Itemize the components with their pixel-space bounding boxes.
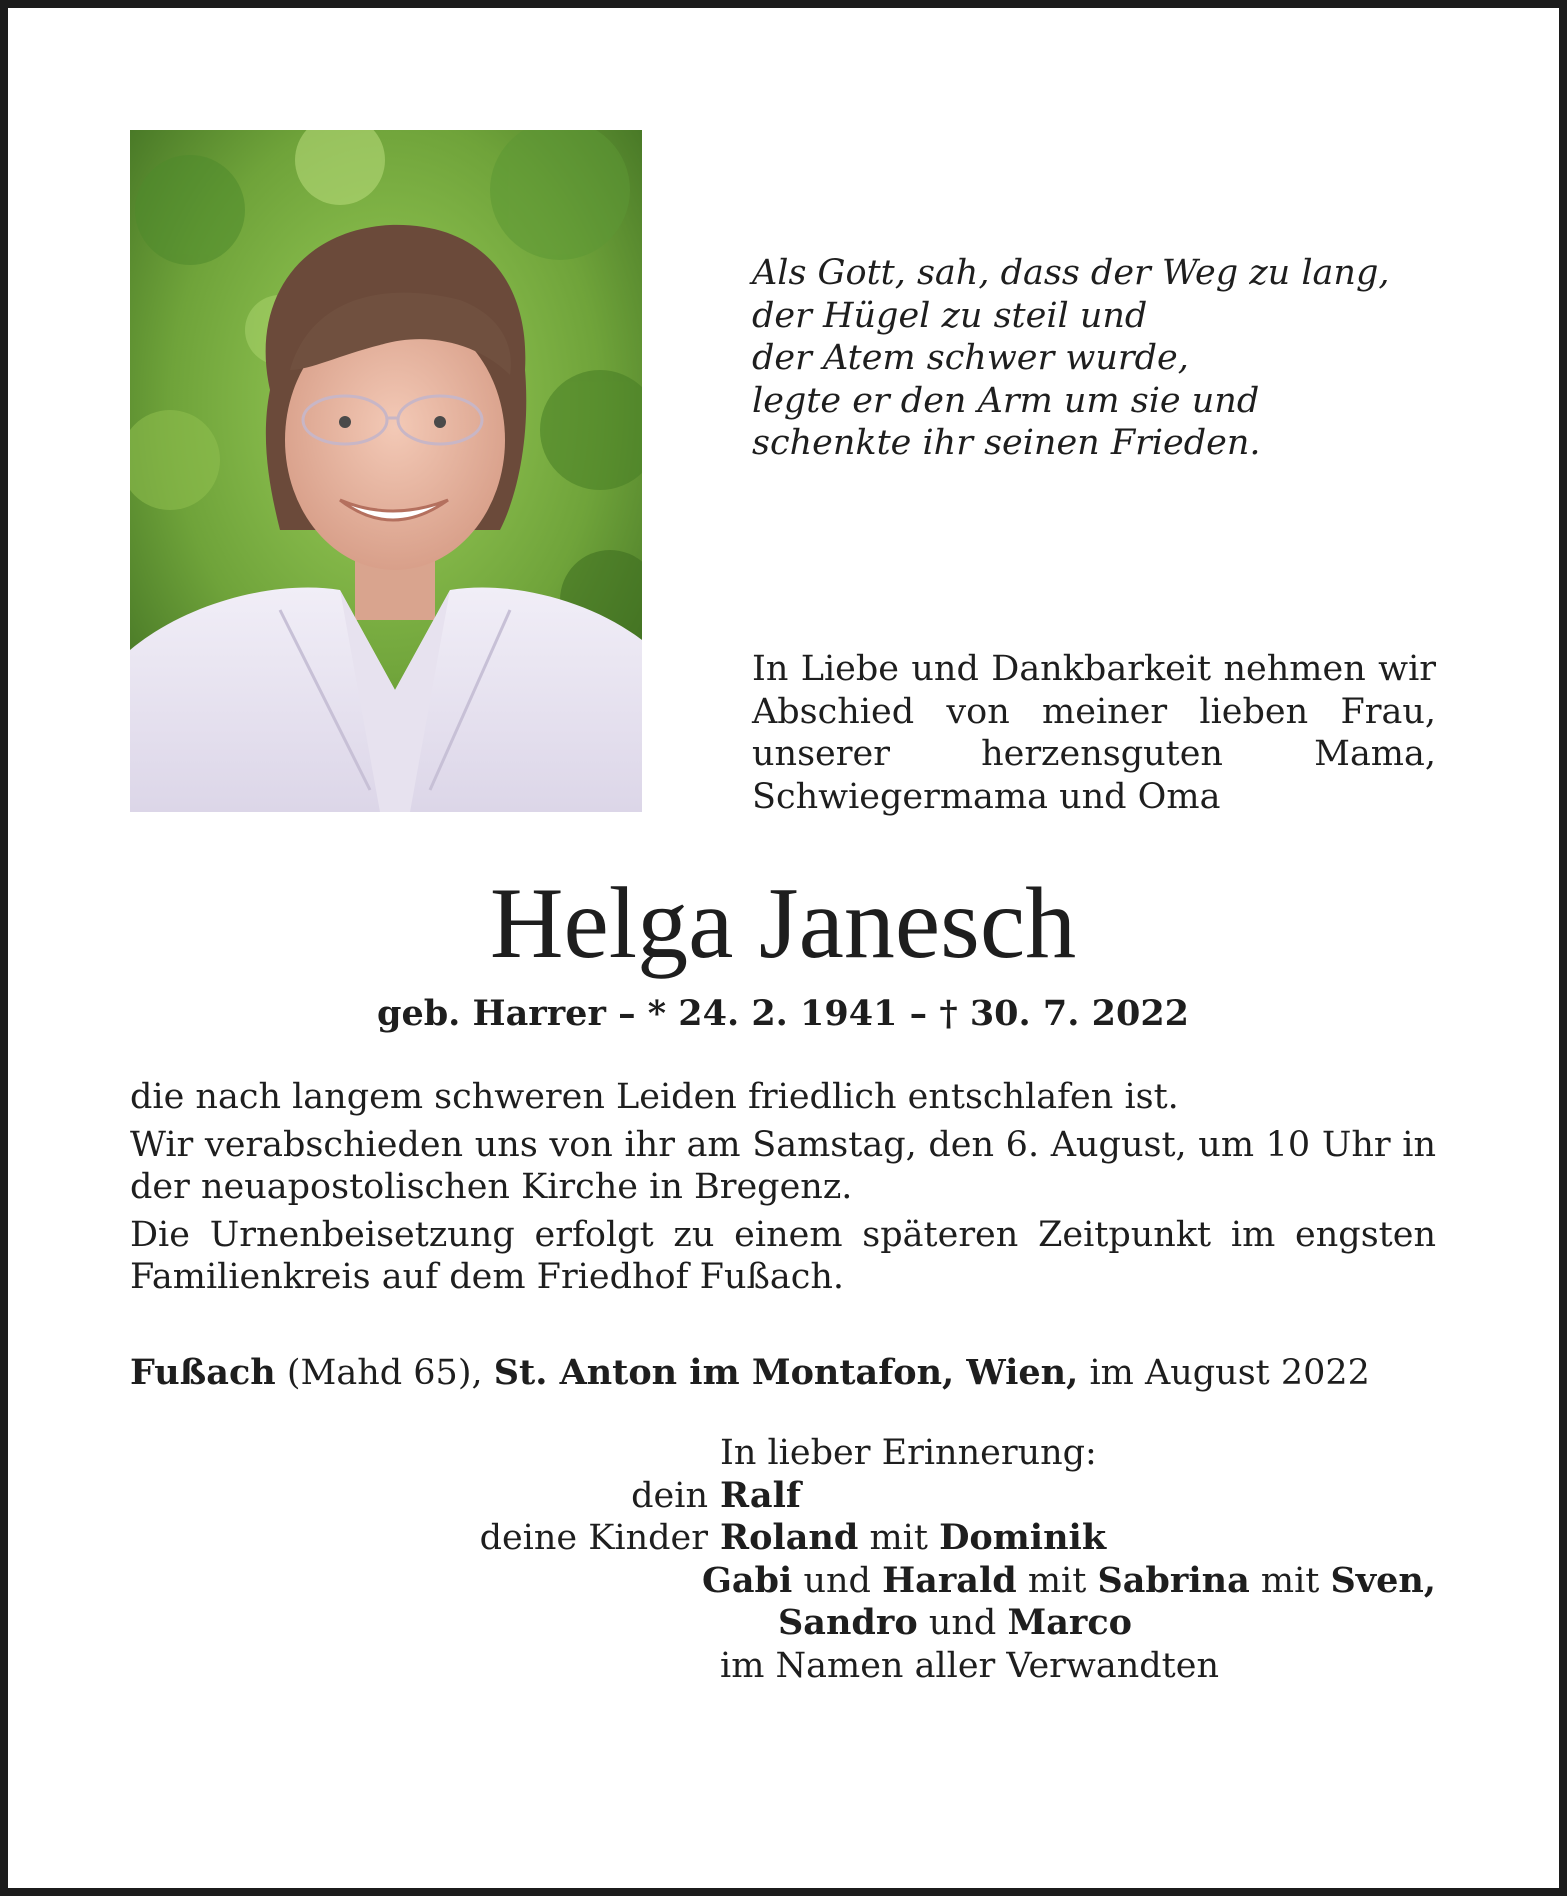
memorial-poem: [752, 252, 1452, 465]
great-grandchild-name: Sandro: [778, 1602, 918, 1643]
portrait-photo: [130, 130, 642, 812]
mourners-closing: im Namen aller Verwandten: [720, 1645, 1219, 1686]
poem-line: der Atem schwer wurde,: [752, 338, 1189, 378]
place-and-date: [130, 1352, 1436, 1395]
connector-word: und: [928, 1603, 997, 1643]
place-others: St. Anton im Montafon, Wien,: [493, 1352, 1079, 1393]
poem-line: der Hügel zu steil und: [752, 295, 1148, 336]
mourner-row-husband: [130, 1475, 1436, 1518]
mourners-closing-row: [130, 1645, 1436, 1688]
place-date: im August 2022: [1089, 1353, 1370, 1393]
body-paragraph: die nach langem schweren Leiden friedlich entschlafen ist.: [130, 1077, 1179, 1117]
life-dates: geb. Harrer – * 24. 2. 1941 – † 30. 7. 2022: [376, 993, 1190, 1034]
poem-line: schenkte ihr seinen Frieden.: [752, 423, 1261, 463]
child-name: Gabi: [701, 1559, 793, 1601]
grandchild-name: Sabrina: [1097, 1559, 1250, 1601]
husband-name: Ralf: [720, 1474, 801, 1516]
mourners-heading: In lieber Erinnerung:: [720, 1433, 1097, 1473]
great-grandchild-name: Marco: [1007, 1602, 1132, 1643]
body-paragraph: Wir verabschieden uns von ihr am Samstag, den 6. August, um 10 Uhr in der neuapostolischen Kirche in Bregenz.: [130, 1124, 1436, 1207]
poem-line: legte er den Arm um sie und: [752, 380, 1260, 421]
grandchild-name: Dominik: [939, 1517, 1107, 1558]
children-label: deine Kinder: [479, 1518, 708, 1558]
connector-word: und: [803, 1560, 871, 1601]
mourners-heading-row: [130, 1432, 1436, 1475]
mourner-row-great-grandchildren: [130, 1602, 1436, 1645]
great-grandchild-name: Sven,: [1330, 1559, 1436, 1601]
mourners-list: [130, 1432, 1436, 1687]
poem-line: Als Gott, sah, dass der Weg zu lang,: [752, 253, 1390, 293]
spouse-name: Harald: [882, 1559, 1017, 1601]
notice-body: [130, 1076, 1436, 1304]
mourner-row-children: [130, 1517, 1436, 1560]
connector-word: mit: [869, 1518, 928, 1558]
connector-word: mit: [1260, 1560, 1320, 1601]
place-town: Fußach: [130, 1352, 276, 1393]
deceased-name: Helga Janesch: [489, 867, 1077, 980]
child-name: Roland: [720, 1517, 859, 1558]
place-address: (Mahd 65),: [286, 1353, 483, 1393]
intro-text: In Liebe und Dankbarkeit nehmen wir Abschied von meiner lieben Frau, unserer herzensguten Mama, Schwiegermama und Oma: [752, 649, 1436, 817]
husband-label: dein: [631, 1475, 708, 1516]
mourner-row-children-2: [130, 1560, 1436, 1603]
portrait-illustration: [130, 130, 642, 812]
connector-word: mit: [1027, 1560, 1087, 1601]
body-paragraph: Die Urnenbeisetzung erfolgt zu einem späteren Zeitpunkt im engsten Familienkreis auf dem Friedhof Fußach.: [130, 1214, 1436, 1297]
